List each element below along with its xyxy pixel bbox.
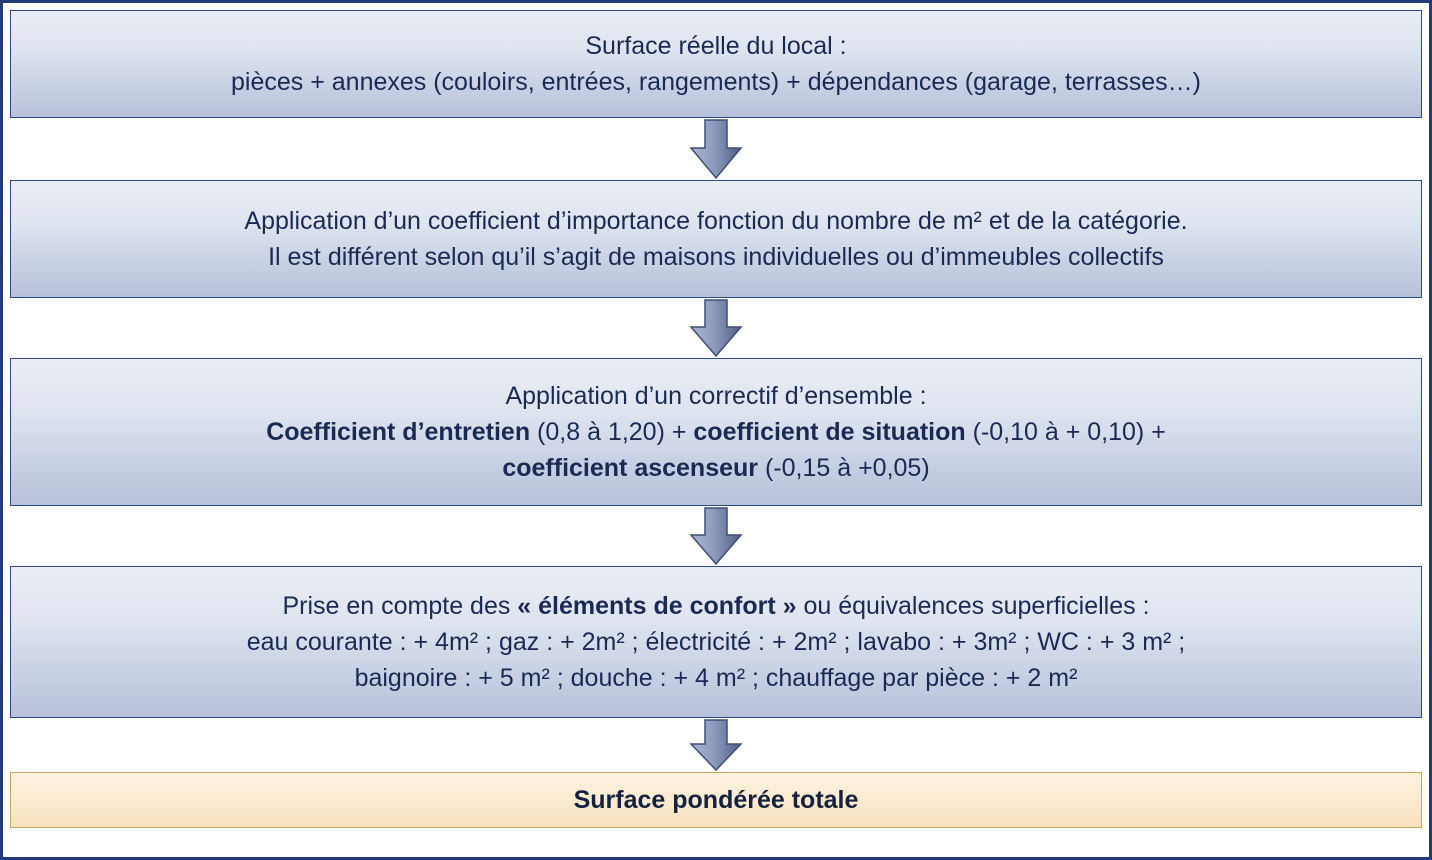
step-surface-ponderee-totale bbox=[10, 772, 1422, 828]
down-arrow-icon bbox=[688, 506, 744, 566]
step-elements-de-confort-line-3: baignoire : + 5 m² ; douche : + 4 m² ; chauffage par pièce : + 2 m² bbox=[354, 664, 1078, 693]
down-arrow-icon bbox=[688, 118, 744, 180]
step-elements-de-confort-line-1: Prise en compte des « éléments de confort » ou équivalences superficielles : bbox=[282, 591, 1150, 620]
step-coefficient-importance-line-2: Il est différent selon qu’il s’agit de maisons individuelles ou d’immeubles collectifs bbox=[268, 243, 1164, 271]
step-coefficient-importance bbox=[10, 180, 1422, 298]
step-correctif-ensemble-line-1: Application d’un correctif d’ensemble : bbox=[505, 381, 927, 410]
arrow-4-row bbox=[10, 718, 1422, 772]
step-surface-reelle bbox=[10, 10, 1422, 118]
down-arrow-icon bbox=[688, 298, 744, 358]
step-elements-de-confort-line-2: eau courante : + 4m² ; gaz : + 2m² ; électricité : + 2m² ; lavabo : + 3m² ; WC : + 3 m² ; bbox=[246, 627, 1186, 656]
step-surface-reelle-line-1: Surface réelle du local : bbox=[585, 31, 847, 60]
down-arrow-icon bbox=[688, 718, 744, 772]
step-surface-ponderee-totale-label: Surface pondérée totale bbox=[573, 785, 859, 814]
arrow-1-row bbox=[10, 118, 1422, 180]
arrow-2-row bbox=[10, 298, 1422, 358]
step-correctif-ensemble-line-2: Coefficient d’entretien (0,8 à 1,20) + coefficient de situation (-0,10 à + 0,10) + bbox=[266, 417, 1166, 446]
flowchart bbox=[10, 10, 1422, 850]
step-correctif-ensemble-line-3: coefficient ascenseur (-0,15 à +0,05) bbox=[502, 454, 930, 483]
step-coefficient-importance-line-1: Application d’un coefficient d’importance fonction du nombre de m² et de la catégorie. bbox=[244, 206, 1188, 235]
arrow-3-row bbox=[10, 506, 1422, 566]
step-elements-de-confort bbox=[10, 566, 1422, 718]
step-surface-reelle-line-2: pièces + annexes (couloirs, entrées, rangements) + dépendances (garage, terrasses…) bbox=[231, 68, 1201, 96]
step-correctif-ensemble bbox=[10, 358, 1422, 506]
